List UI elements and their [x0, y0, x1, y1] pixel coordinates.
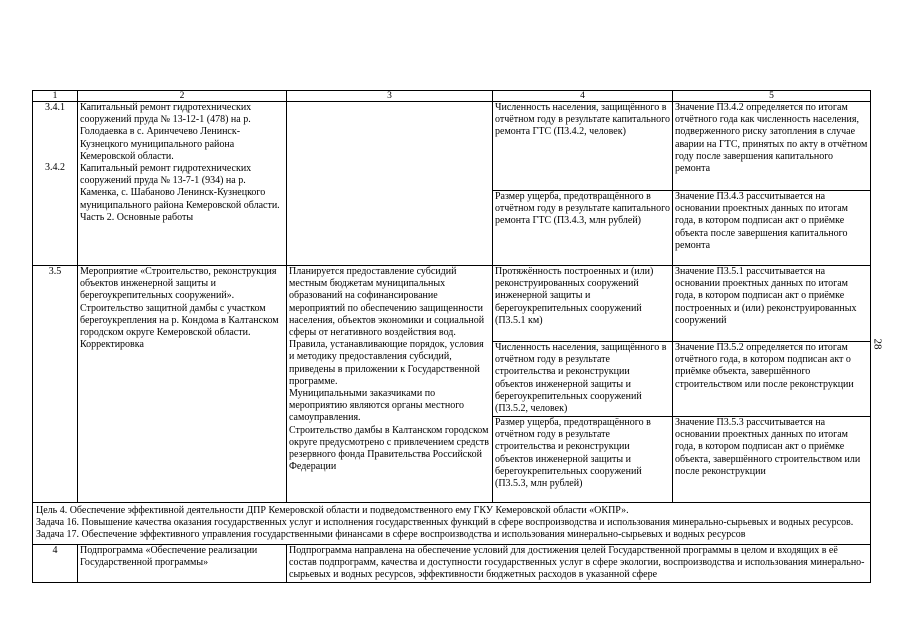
description-paragraph: Муниципальными заказчиками по мероприятию являются органы местного самоуправления. [289, 388, 465, 424]
header-cell-5: 5 [673, 91, 871, 102]
row-number-3-4-1: 3.4.1 [45, 102, 65, 113]
measure-cell [78, 266, 287, 503]
measure-3-5-title: Мероприятие «Строительство, реконструкция объектов инженерной защиты и берегоукрепительных сооружений». [80, 266, 277, 302]
goal-row [33, 503, 871, 545]
header-cell-4: 4 [493, 91, 673, 102]
goal-cell [33, 503, 871, 545]
table-row-4 [33, 544, 871, 582]
indicator-method-cell: Значение П3.4.3 рассчитывается на основании проектных данных по итогам года, в котором подписан акт о приёмке объекта после завершения капитального ремонта [673, 191, 871, 266]
row-number-cell [33, 102, 78, 266]
indicator-name-cell: Размер ущерба, предотвращённого в отчётном году в результате капитального ремонта ГТС (П3.4.3, млн рублей) [493, 191, 673, 266]
row-number-3-4-2: 3.4.2 [45, 162, 65, 174]
task-17-text: Задача 17. Обеспечение эффективного управления государственными финансами в сфере воспроизводства и использования минерально-сырьевых и водных ресурсов [36, 529, 746, 541]
description-paragraph: Планируется предоставление субсидий местным бюджетам муниципальных образований на софинансирование мероприятий по обеспечению защищенности населения, объектов экономики и социальной сферы от негативного воздействия вод. [289, 266, 485, 339]
task-16-text: Задача 16. Повышение качества оказания государственных услуг и исполнения государственных функций в сфере воспроизводства и использования минерально-сырьевых и водных ресурсов. [36, 517, 854, 529]
measure-cell [78, 102, 287, 266]
measure-3-4-2: Капитальный ремонт гидротехнических сооружений пруда № 13-7-1 (934) на р. Каменка, с. Шабаново Ленинск-Кузнецкого муниципального района Кемеровской области. Часть 2. Основные работы [80, 163, 280, 223]
indicator-method-cell: Значение П3.5.1 рассчитывается на основании проектных данных по итогам года, в котором подписан акт о приёмке построенных и (или) реконструированных сооружений [673, 266, 871, 342]
header-cell-3: 3 [287, 91, 493, 102]
indicator-name-cell: Численность населения, защищённого в отчётном году в результате капитального ремонта ГТС (П3.4.2, человек) [493, 102, 673, 191]
description-paragraph: Правила, устанавливающие порядок, условия и методику предоставления субсидий, приведены в приложении к Государственной программе. [289, 339, 484, 387]
indicator-name-cell: Численность населения, защищённого в отчётном году в результате строительства и реконструкции объектов инженерной защиты и берегоукрепительных сооружений (П3.5.2, человек) [493, 342, 673, 417]
header-cell-1: 1 [33, 91, 78, 102]
goal-4-text: Цель 4. Обеспечение эффективной деятельности ДПР Кемеровской области и подведомственного ему ГКУ Кемеровской области «ОКПР». [36, 505, 629, 516]
subprogram-name-cell: Подпрограмма «Обеспечение реализации Государственной программы» [78, 544, 287, 582]
row-number-3-5: 3.5 [33, 266, 78, 503]
program-table [32, 90, 871, 583]
measure-3-4-1: Капитальный ремонт гидротехнических сооружений пруда № 13-12-1 (478) на р. Голодаевка в с. Аринчечево Ленинск-Кузнецкого муниципального района Кемеровской области. [80, 102, 252, 162]
indicator-name-cell: Размер ущерба, предотвращённого в отчётном году в результате строительства и реконструкции объектов инженерной защиты и берегоукрепительных сооружений (П3.5.3, млн рублей) [493, 417, 673, 503]
indicator-method-cell: Значение П3.5.3 рассчитывается на основании проектных данных по итогам года, в котором подписан акт о приёмке объекта, завершённого строительством или после реконструкции [673, 417, 871, 503]
header-row [33, 91, 871, 102]
description-cell-empty [287, 102, 493, 266]
page-number: 28 [871, 338, 884, 350]
description-cell [287, 266, 493, 503]
header-cell-2: 2 [78, 91, 287, 102]
indicator-method-cell: Значение П3.5.2 определяется по итогам отчётного года, в котором подписан акт о приёмке объекта, завершённого строительством или после реконструкции [673, 342, 871, 417]
subprogram-description-cell: Подпрограмма направлена на обеспечение условий для достижения целей Государственной программы в целом и входящих в её состав подпрограмм, качества и доступности государственных услуг в сфере экологии, воспроизводства и использования минерально-сырьевых и водных ресурсов, эффективности бюджетных расходов в указанной сфере [287, 544, 871, 582]
measure-3-5-detail: Строительство защитной дамбы с участком берегоукрепления на р. Кондома в Калтанском городском округе Кемеровской области. Корректировка [80, 302, 279, 351]
table-row-3-4 [33, 102, 871, 191]
document-page [32, 90, 870, 583]
table-row-3-5 [33, 266, 871, 342]
description-paragraph: Строительство дамбы в Калтанском городском округе предусмотрено с привлечением средств резервного фонда Правительства Российской Федерации [289, 424, 490, 473]
row-number-4: 4 [33, 544, 78, 582]
indicator-method-cell: Значение П3.4.2 определяется по итогам отчётного года как численность населения, подверженного риску затопления в случае аварии на ГТС, принятых по акту в отчётном году после завершения капитального ремонта [673, 102, 871, 191]
indicator-name-cell: Протяжённость построенных и (или) реконструированных сооружений инженерной защиты и берегоукрепительных сооружений (П3.5.1 км) [493, 266, 673, 342]
